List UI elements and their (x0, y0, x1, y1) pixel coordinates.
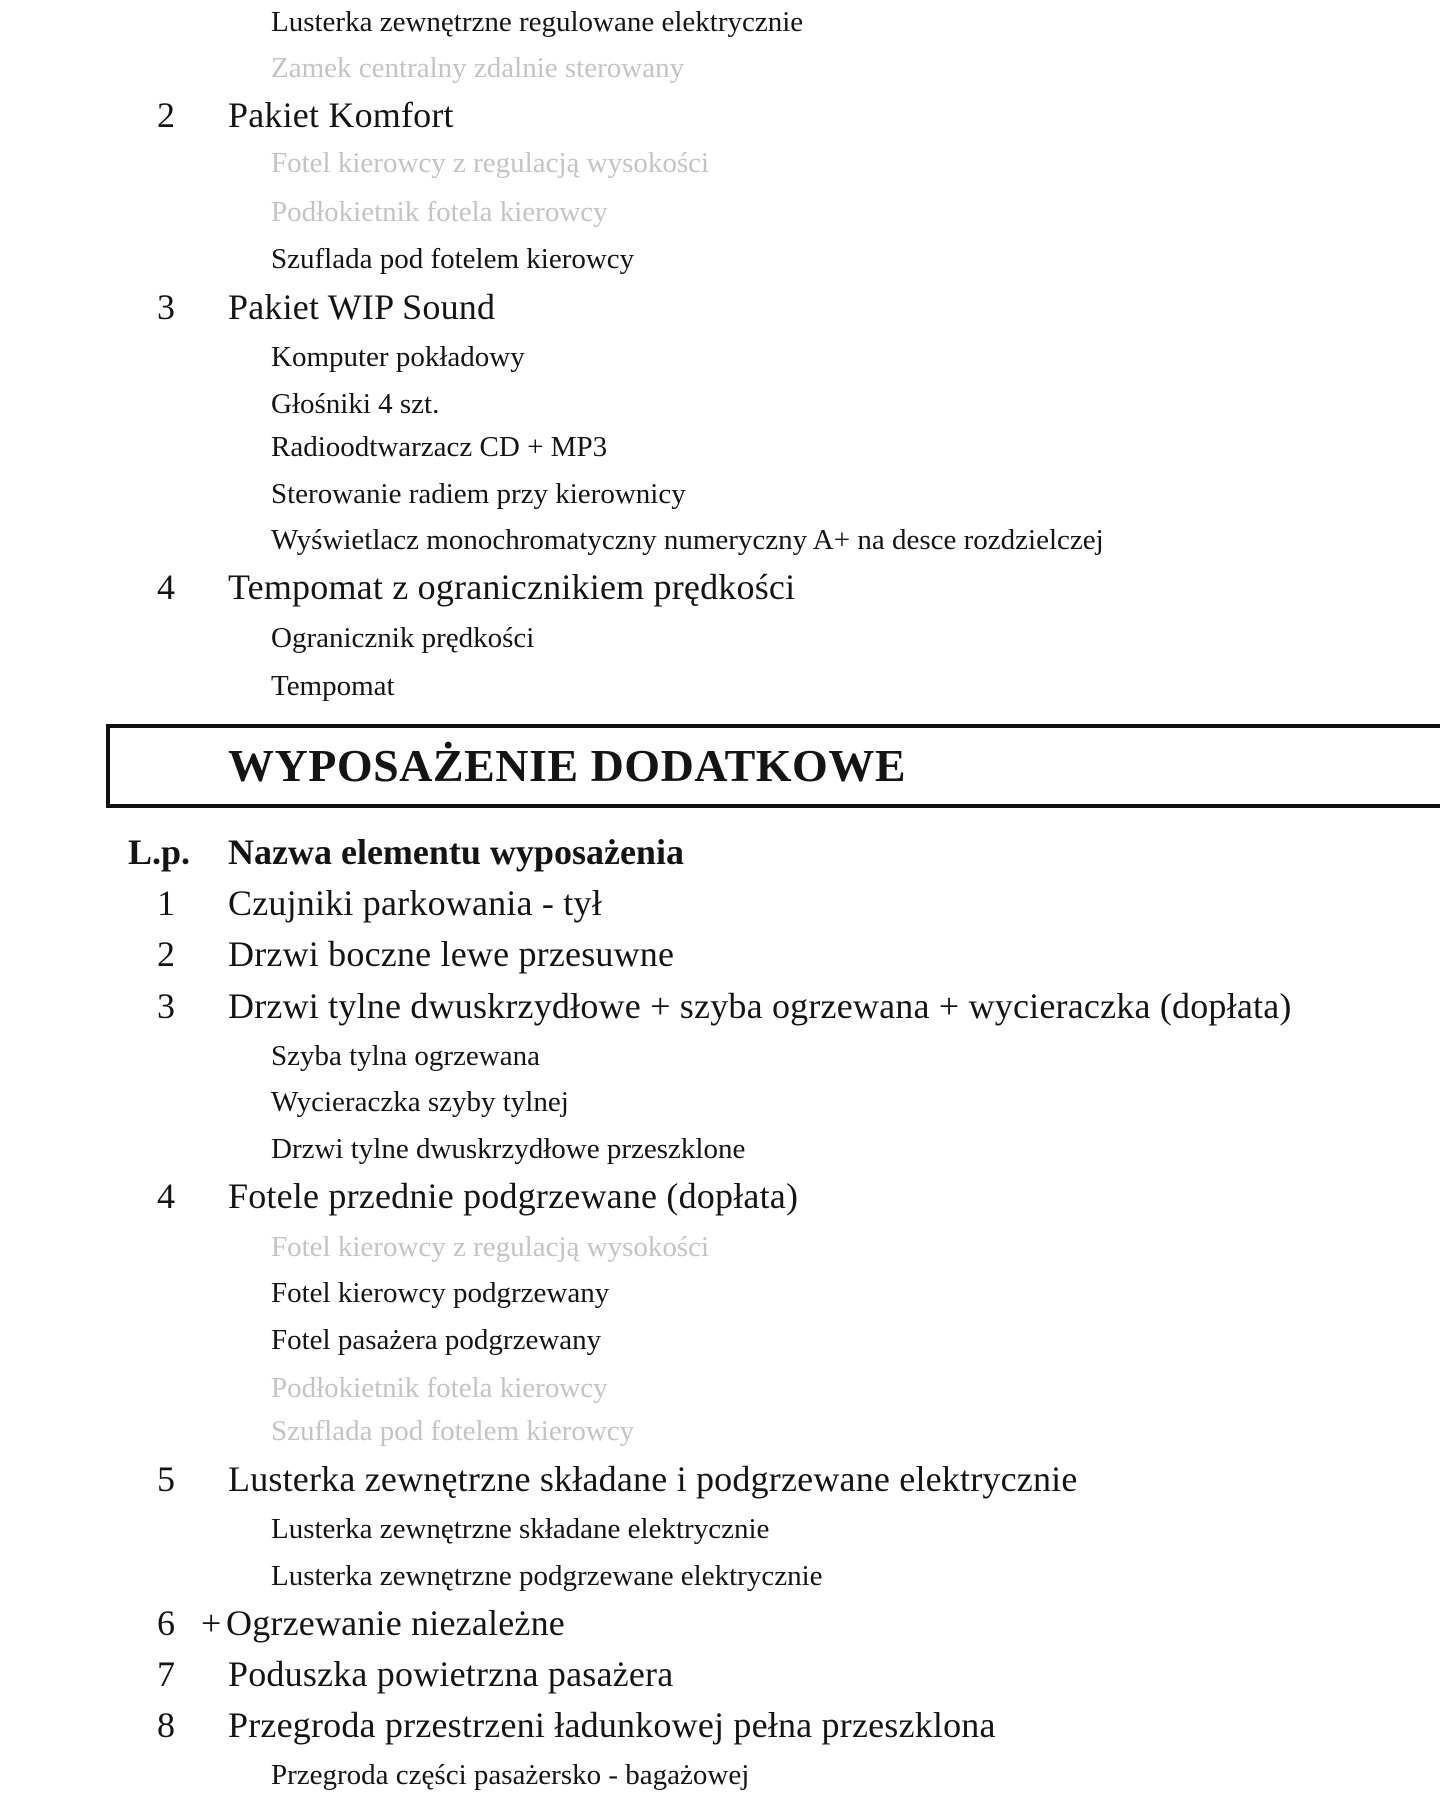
sub-item: Wyświetlacz monochromatyczny numeryczny A+ na desce rozdzielczej (271, 524, 1104, 556)
item-number: 2 (157, 934, 175, 974)
sub-item: Radioodtwarzacz CD + MP3 (271, 431, 608, 463)
item-number: 8 (157, 1705, 175, 1745)
sub-item: Tempomat (271, 670, 395, 702)
item-name: Tempomat z ogranicznikiem prędkości (228, 567, 796, 607)
sub-item-unavailable: Podłokietnik fotela kierowcy (271, 1372, 608, 1404)
item-name: Fotele przednie podgrzewane (dopłata) (228, 1176, 799, 1216)
sub-item-unavailable: Szuflada pod fotelem kierowcy (271, 1415, 635, 1447)
item-number: 2 (157, 95, 175, 135)
item-number: 6 (157, 1603, 175, 1643)
sub-item: Głośniki 4 szt. (271, 388, 440, 420)
sub-item: Sterowanie radiem przy kierownicy (271, 478, 686, 510)
sub-item-unavailable: Podłokietnik fotela kierowcy (271, 196, 608, 228)
item-number: 1 (157, 883, 175, 923)
sub-item: Fotel kierowcy podgrzewany (271, 1277, 610, 1309)
column-header-name: Nazwa elementu wyposażenia (228, 832, 684, 872)
sub-item: Lusterka zewnętrzne składane elektrycznie (271, 1513, 770, 1545)
sub-item-unavailable: Fotel kierowcy z regulacją wysokości (271, 147, 710, 179)
sub-item: Szyba tylna ogrzewana (271, 1040, 540, 1072)
item-name: Poduszka powietrzna pasażera (228, 1654, 674, 1694)
column-header-lp: L.p. (128, 832, 191, 872)
sub-item: Lusterka zewnętrzne podgrzewane elektrycznie (271, 1560, 823, 1592)
item-name: Przegroda przestrzeni ładunkowej pełna przeszklona (228, 1705, 996, 1745)
sub-item-unavailable: Fotel kierowcy z regulacją wysokości (271, 1231, 710, 1263)
item-number: 7 (157, 1654, 175, 1694)
item-prefix: + (201, 1603, 222, 1643)
item-number: 4 (157, 1176, 175, 1216)
item-name: Drzwi tylne dwuskrzydłowe + szyba ogrzewana + wycieraczka (dopłata) (228, 986, 1292, 1026)
item-name: Ogrzewanie niezależne (226, 1603, 565, 1643)
item-number: 3 (157, 287, 175, 327)
sub-item: Ogranicznik prędkości (271, 622, 535, 654)
item-name: Pakiet Komfort (228, 95, 454, 135)
item-number: 5 (157, 1459, 175, 1499)
item-number: 3 (157, 986, 175, 1026)
sub-item: Fotel pasażera podgrzewany (271, 1324, 602, 1356)
sub-item: Przegroda części pasażersko - bagażowej (271, 1759, 750, 1791)
sub-item: Szuflada pod fotelem kierowcy (271, 243, 635, 275)
sub-item-unavailable: Zamek centralny zdalnie sterowany (271, 52, 685, 84)
sub-item: Wycieraczka szyby tylnej (271, 1086, 569, 1118)
sub-item: Lusterka zewnętrzne regulowane elektrycznie (271, 6, 804, 38)
sub-item: Drzwi tylne dwuskrzydłowe przeszklone (271, 1133, 746, 1165)
item-name: Pakiet WIP Sound (228, 287, 496, 327)
item-name: Czujniki parkowania - tył (228, 883, 602, 923)
item-name: Lusterka zewnętrzne składane i podgrzewane elektrycznie (228, 1459, 1078, 1499)
item-number: 4 (157, 567, 175, 607)
section-title: WYPOSAŻENIE DODATKOWE (228, 740, 907, 791)
item-name: Drzwi boczne lewe przesuwne (228, 934, 675, 974)
sub-item: Komputer pokładowy (271, 341, 525, 373)
